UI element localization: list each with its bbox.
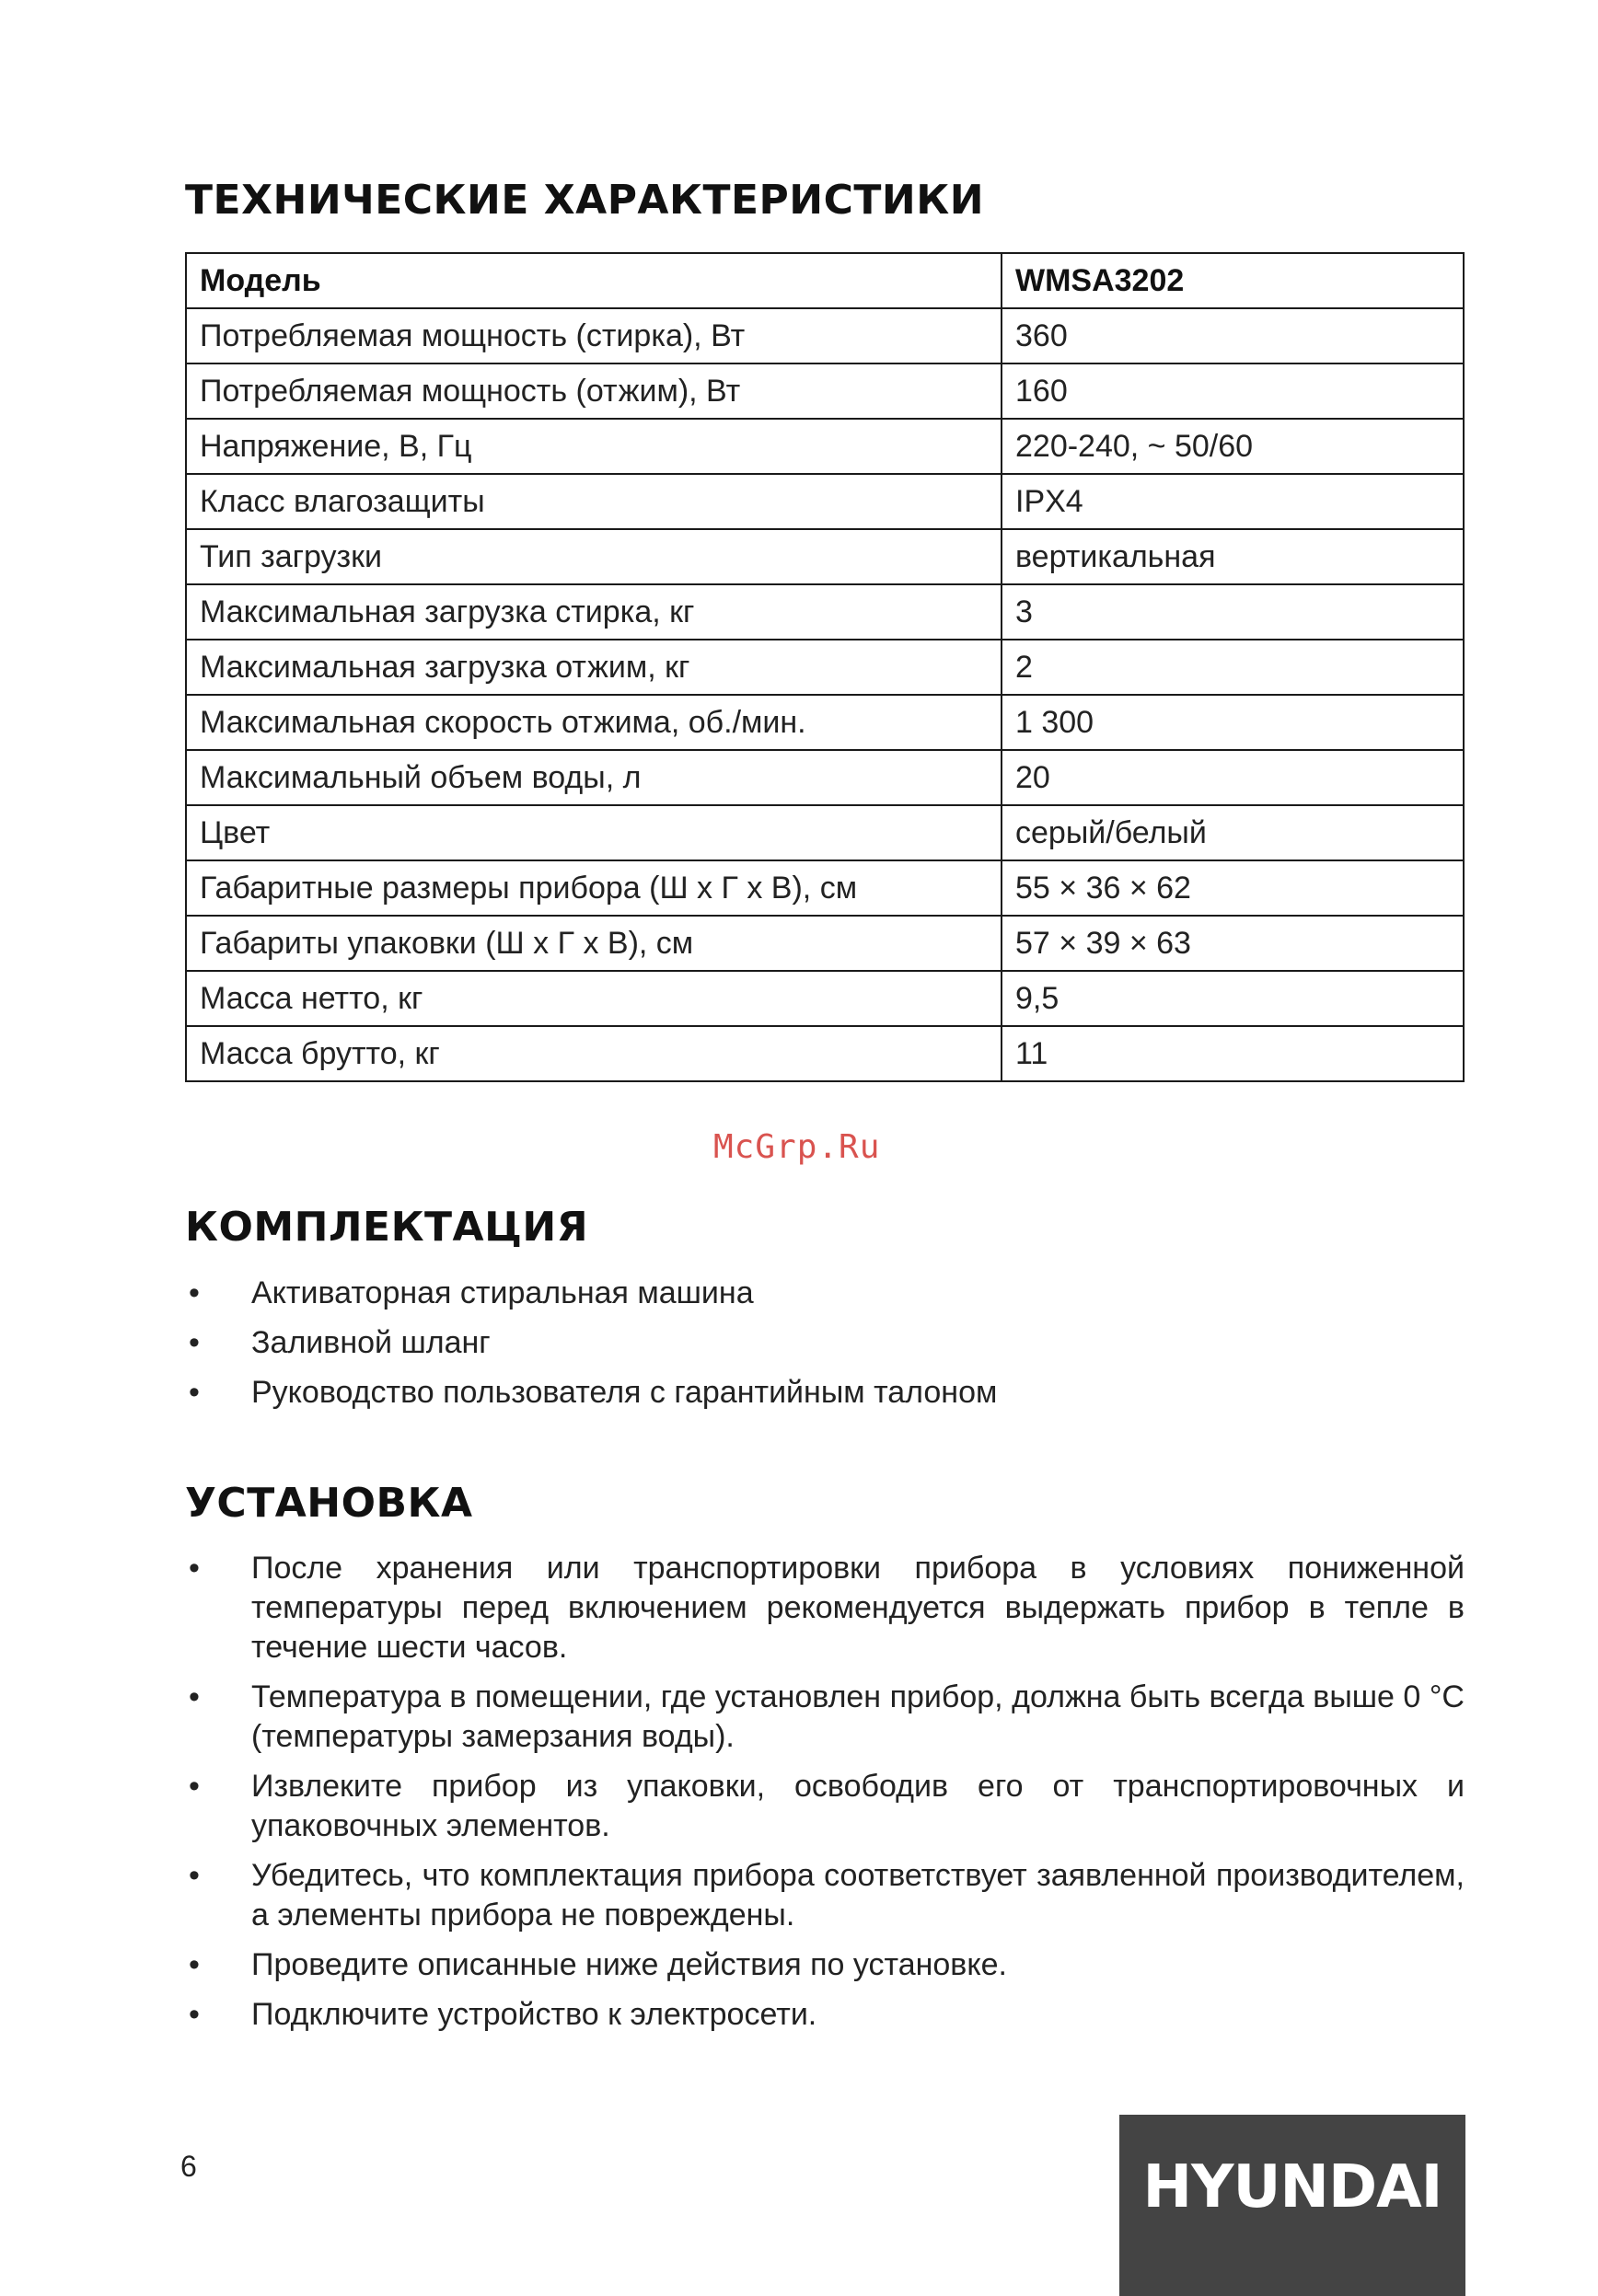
table-row bbox=[186, 805, 1464, 860]
spec-label-cell: Потребляемая мощность (стирка), Вт bbox=[186, 308, 1002, 363]
spec-label-cell: Габаритные размеры прибора (Ш х Г х В), см bbox=[186, 860, 1002, 916]
spec-value-cell: 20 bbox=[1002, 750, 1464, 805]
header-cell-label: Модель bbox=[186, 253, 1002, 308]
bullet-icon: • bbox=[189, 1947, 200, 1982]
table-row bbox=[186, 916, 1464, 971]
specs-table bbox=[185, 252, 1465, 1082]
watermark: McGrp.Ru bbox=[713, 1128, 881, 1166]
list-item bbox=[185, 1549, 1465, 1667]
spec-label-cell: Максимальный объем воды, л bbox=[186, 750, 1002, 805]
header-cell-value: WMSA3202 bbox=[1002, 253, 1464, 308]
list-item-text: Активаторная стиральная машина bbox=[251, 1275, 754, 1310]
bullet-icon: • bbox=[189, 1551, 200, 1586]
brand-logo-text: HYUNDAI bbox=[1142, 2153, 1442, 2221]
list-item bbox=[185, 1678, 1465, 1757]
spec-value-cell: 57 × 39 × 63 bbox=[1002, 916, 1464, 971]
list-item-text: Заливной шланг bbox=[251, 1325, 491, 1360]
spec-value-cell: 3 bbox=[1002, 584, 1464, 640]
spec-label-cell: Масса нетто, кг bbox=[186, 971, 1002, 1026]
list-item bbox=[185, 1767, 1465, 1846]
list-item-text: После хранения или транспортировки прибора в условиях пониженной температуры перед включением рекомендуется выдержать прибор в тепле в течение шести часов. bbox=[251, 1551, 1465, 1665]
spec-value-cell: серый/белый bbox=[1002, 805, 1464, 860]
spec-value-cell: вертикальная bbox=[1002, 529, 1464, 584]
table-header-row bbox=[186, 253, 1464, 308]
spec-label-cell: Потребляемая мощность (отжим), Вт bbox=[186, 363, 1002, 419]
spec-value-cell: 160 bbox=[1002, 363, 1464, 419]
table-row bbox=[186, 363, 1464, 419]
list-item-text: Извлеките прибор из упаковки, освободив его от транспортировочных и упаковочных элементов. bbox=[251, 1769, 1465, 1843]
spec-value-cell: 2 bbox=[1002, 640, 1464, 695]
table-row bbox=[186, 529, 1464, 584]
table-row bbox=[186, 640, 1464, 695]
list-item bbox=[185, 1323, 1465, 1363]
list-item-text: Убедитесь, что комплектация прибора соответствует заявленной производителем, а элементы прибора не повреждены. bbox=[251, 1858, 1465, 1933]
table-row bbox=[186, 474, 1464, 529]
spec-value-cell: 55 × 36 × 62 bbox=[1002, 860, 1464, 916]
section-title-specs: ТЕХНИЧЕСКИЕ ХАРАКТЕРИСТИКИ bbox=[185, 177, 985, 224]
table-row bbox=[186, 695, 1464, 750]
list-item bbox=[185, 1945, 1465, 1985]
table-row bbox=[186, 308, 1464, 363]
list-item bbox=[185, 1995, 1465, 2035]
table-row bbox=[186, 584, 1464, 640]
spec-value-cell: 11 bbox=[1002, 1026, 1464, 1081]
spec-label-cell: Напряжение, В, Гц bbox=[186, 419, 1002, 474]
kit-list bbox=[185, 1274, 1465, 1423]
spec-label-cell: Тип загрузки bbox=[186, 529, 1002, 584]
spec-value-cell: 9,5 bbox=[1002, 971, 1464, 1026]
table-row bbox=[186, 419, 1464, 474]
spec-value-cell: 360 bbox=[1002, 308, 1464, 363]
spec-label-cell: Максимальная скорость отжима, об./мин. bbox=[186, 695, 1002, 750]
bullet-icon: • bbox=[189, 1769, 200, 1804]
spec-value-cell: 220-240, ~ 50/60 bbox=[1002, 419, 1464, 474]
bullet-icon: • bbox=[189, 1325, 200, 1360]
page-number: 6 bbox=[180, 2150, 197, 2183]
list-item-text: Подключите устройство к электросети. bbox=[251, 1997, 817, 2032]
list-item-text: Температура в помещении, где установлен прибор, должна быть всегда выше 0 °C (температуры замерзания воды). bbox=[251, 1679, 1465, 1754]
spec-label-cell: Максимальная загрузка стирка, кг bbox=[186, 584, 1002, 640]
spec-label-cell: Цвет bbox=[186, 805, 1002, 860]
table-row bbox=[186, 750, 1464, 805]
spec-label-cell: Масса брутто, кг bbox=[186, 1026, 1002, 1081]
bullet-icon: • bbox=[189, 1275, 200, 1310]
list-item-text: Проведите описанные ниже действия по установке. bbox=[251, 1947, 1007, 1982]
spec-value-cell: 1 300 bbox=[1002, 695, 1464, 750]
bullet-icon: • bbox=[189, 1375, 200, 1410]
list-item bbox=[185, 1274, 1465, 1313]
bullet-icon: • bbox=[189, 1997, 200, 2032]
list-item-text: Руководство пользователя с гарантийным талоном bbox=[251, 1375, 998, 1410]
spec-value-cell: IPX4 bbox=[1002, 474, 1464, 529]
brand-logo bbox=[1119, 2115, 1465, 2296]
section-title-install: УСТАНОВКА bbox=[185, 1480, 473, 1527]
bullet-icon: • bbox=[189, 1858, 200, 1893]
spec-label-cell: Максимальная загрузка отжим, кг bbox=[186, 640, 1002, 695]
table-row bbox=[186, 971, 1464, 1026]
spec-label-cell: Класс влагозащиты bbox=[186, 474, 1002, 529]
table-row bbox=[186, 1026, 1464, 1081]
install-list bbox=[185, 1549, 1465, 2045]
table-row bbox=[186, 860, 1464, 916]
spec-label-cell: Габариты упаковки (Ш х Г х В), см bbox=[186, 916, 1002, 971]
section-title-kit: КОМПЛЕКТАЦИЯ bbox=[185, 1204, 589, 1251]
bullet-icon: • bbox=[189, 1679, 200, 1714]
list-item bbox=[185, 1856, 1465, 1935]
list-item bbox=[185, 1373, 1465, 1413]
